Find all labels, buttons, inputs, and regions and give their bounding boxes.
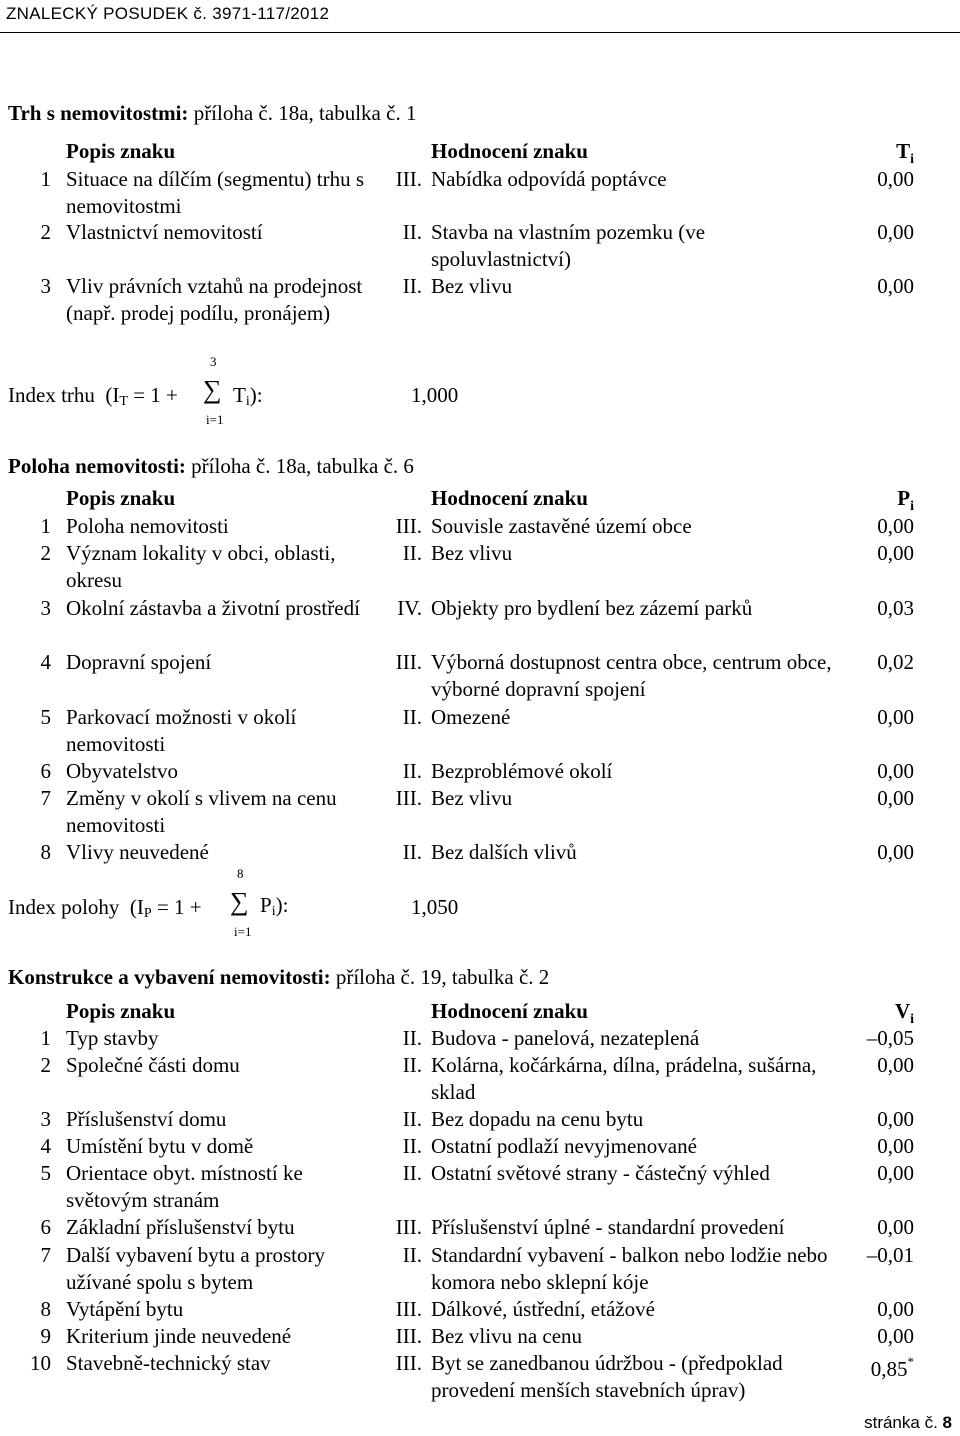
row-number: 2 (40, 541, 51, 565)
row-grade: III. (395, 1215, 422, 1239)
row-evaluation: Souvisle zastavěné území obce (431, 514, 692, 538)
section-poloha-title-bold: Poloha nemovitosti: (8, 454, 186, 478)
page-footer (864, 1413, 952, 1433)
section-poloha-title (8, 454, 414, 479)
row-value-number: 0,00 (877, 1053, 914, 1077)
row-number: 8 (40, 1297, 51, 1321)
section-konstrukce-title (8, 965, 549, 990)
row-grade: III. (395, 167, 422, 191)
row-description: Společné části domu (66, 1053, 240, 1077)
section-konstrukce-title-bold: Konstrukce a vybavení nemovitosti: (8, 965, 331, 989)
row-description: Vlivy neuvedené (66, 840, 209, 864)
column-header-hodnoceni-2: Hodnocení znaku (431, 486, 588, 510)
column-header-popis-3: Popis znaku (66, 999, 176, 1023)
row-value-number: –0,05 (866, 1026, 914, 1050)
row-grade: II. (402, 541, 422, 565)
row-number: 2 (40, 1053, 51, 1077)
row-number: 3 (40, 1107, 51, 1131)
row-grade: II. (402, 759, 422, 783)
row-value-number: 0,00 (877, 541, 914, 565)
term-letter: P (260, 893, 272, 917)
row-evaluation: Bez dopadu na cenu bytu (431, 1107, 644, 1131)
row-evaluation: Bez vlivu (431, 786, 513, 810)
section-poloha-title-rest: příloha č. 18a, tabulka č. 6 (185, 454, 414, 478)
section-trh-title-rest: příloha č. 18a, tabulka č. 1 (188, 101, 417, 125)
row-grade: II. (402, 220, 422, 244)
term-letter: T (233, 383, 246, 407)
header-divider (0, 32, 960, 33)
index-polohy-symbol-sub: P (143, 906, 152, 921)
row-number: 1 (40, 167, 51, 191)
row-value (877, 1052, 914, 1079)
row-value-number: 0,00 (877, 514, 914, 538)
row-number: 9 (40, 1324, 51, 1348)
row-description: Příslušenství domu (66, 1107, 227, 1131)
row-evaluation: Ostatní světové strany - částečný výhled (431, 1161, 770, 1185)
column-header-hodnoceni-3: Hodnocení znaku (431, 999, 588, 1023)
term-sub: i (245, 394, 250, 409)
row-description: Vliv právních vztahů na prodejnost (např. prodej podílu, pronájem) (66, 274, 363, 325)
row-grade: III. (395, 1351, 422, 1375)
sum-upper-limit: 8 (237, 866, 244, 881)
row-evaluation: Byt se zanedbanou údržbou - (předpoklad provedení menších stavebních úprav) (431, 1351, 783, 1402)
value-header-letter: T (896, 139, 911, 163)
row-description: Vytápění bytu (66, 1297, 184, 1321)
row-value-number: 0,02 (877, 650, 914, 674)
row-description: Vlastnictví nemovitostí (66, 220, 263, 244)
row-value-number: 0,00 (877, 1161, 914, 1185)
row-value (877, 219, 914, 246)
row-evaluation: Bez vlivu na cenu (431, 1324, 583, 1348)
row-number: 7 (40, 786, 51, 810)
row-value-number: 0,00 (877, 1215, 914, 1239)
section-konstrukce-title-rest: příloha č. 19, tabulka č. 2 (330, 965, 550, 989)
row-value (877, 1106, 914, 1133)
row-value (877, 758, 914, 785)
row-value (877, 704, 914, 731)
row-value (877, 1160, 914, 1187)
row-value (877, 595, 914, 622)
row-evaluation: Kolárna, kočárkárna, dílna, prádelna, sušárna, sklad (431, 1053, 817, 1104)
row-grade: III. (395, 1324, 422, 1348)
row-evaluation: Budova - panelová, nezateplená (431, 1026, 700, 1050)
row-value-number: 0,85 (870, 1357, 908, 1381)
index-trhu-label: Index trhu ($I_T = 1$ + (8, 383, 178, 409)
section-trh-title (8, 101, 416, 126)
row-grade: III. (395, 786, 422, 810)
row-description: Typ stavby (66, 1026, 159, 1050)
row-evaluation: Objekty pro bydlení bez zázemí parků (431, 596, 753, 620)
column-header-popis-2: Popis znaku (66, 486, 176, 510)
index-trhu-text: Index trhu (8, 383, 95, 407)
row-description: Okolní zástavba a životní prostředí (66, 596, 360, 620)
row-grade: II. (402, 274, 422, 298)
row-value-number: 0,00 (877, 1107, 914, 1131)
row-value-number: 0,00 (877, 1297, 914, 1321)
value-header-letter: V (894, 999, 911, 1023)
row-grade: II. (402, 1243, 422, 1267)
row-value (877, 839, 914, 866)
row-value (871, 1350, 914, 1383)
index-polohy-term: $P_i$): (260, 893, 289, 919)
row-grade: II. (402, 1107, 422, 1131)
row-number: 7 (40, 1243, 51, 1267)
column-header-popis: Popis znaku (66, 139, 176, 163)
row-description: Kriterium jinde neuvedené (66, 1324, 292, 1348)
index-polohy-text: Index polohy (8, 895, 120, 919)
row-description: Změny v okolí s vlivem na cenu nemovitosti (66, 786, 337, 837)
row-value (877, 1323, 914, 1350)
row-number: 1 (40, 514, 51, 538)
row-grade: II. (402, 705, 422, 729)
row-number: 10 (30, 1351, 51, 1375)
row-grade: II. (402, 1053, 422, 1077)
value-header-sub: i (910, 499, 914, 515)
row-number: 6 (40, 759, 51, 783)
value-header-sub: i (910, 1012, 914, 1028)
row-description: Orientace obyt. místností ke světovým stranám (66, 1161, 303, 1212)
row-grade: II. (402, 840, 422, 864)
sum-lower-limit: i=1 (206, 412, 224, 427)
row-value (867, 1242, 914, 1269)
row-value-number: 0,00 (877, 705, 914, 729)
row-value (877, 1296, 914, 1323)
sum-lower-limit: i=1 (234, 924, 252, 939)
row-value-number: 0,00 (877, 1134, 914, 1158)
row-value-number: 0,00 (877, 167, 914, 191)
row-evaluation: Výborná dostupnost centra obce, centrum obce, výborné dopravní spojení (431, 650, 832, 701)
row-grade: II. (402, 1026, 422, 1050)
row-value-number: 0,00 (877, 274, 914, 298)
row-evaluation: Bez vlivu (431, 274, 513, 298)
row-value-footnote-mark: * (907, 1354, 914, 1369)
column-header-hodnoceni: Hodnocení znaku (431, 139, 588, 163)
row-evaluation: Příslušenství úplné - standardní provedení (431, 1215, 785, 1239)
row-grade: II. (402, 1134, 422, 1158)
row-description: Umístění bytu v domě (66, 1134, 254, 1158)
row-number: 5 (40, 705, 51, 729)
index-polohy-symbol: I (136, 895, 144, 919)
row-number: 2 (40, 220, 51, 244)
row-value (877, 166, 914, 193)
row-value-number: 0,00 (877, 1324, 914, 1348)
row-number: 8 (40, 840, 51, 864)
index-trhu-term: $T_i$): (233, 383, 263, 409)
row-evaluation: Bez dalších vlivů (431, 840, 577, 864)
row-description: Stavebně-technický stav (66, 1351, 271, 1375)
document-header-title: ZNALECKÝ POSUDEK č. 3971-117/2012 (6, 4, 330, 23)
column-header-value-3 (895, 999, 914, 1028)
row-value-number: 0,00 (877, 220, 914, 244)
row-number: 5 (40, 1161, 51, 1185)
row-value (877, 273, 914, 300)
row-description: Parkovací možnosti v okolí nemovitosti (66, 705, 297, 756)
row-description: Poloha nemovitosti (66, 514, 229, 538)
row-value (877, 1214, 914, 1241)
row-evaluation: Bez vlivu (431, 541, 513, 565)
sum-upper-limit: 3 (210, 354, 217, 369)
term-sub: i (271, 904, 276, 919)
row-number: 4 (40, 1134, 51, 1158)
row-evaluation: Standardní vybavení - balkon nebo lodžie nebo komora nebo sklepní kóje (431, 1243, 828, 1294)
row-number: 6 (40, 1215, 51, 1239)
row-value-number: 0,00 (877, 840, 914, 864)
row-number: 3 (40, 596, 51, 620)
index-polohy-label: Index polohy ($I_P = 1$ + (8, 895, 202, 921)
row-value-number: 0,03 (877, 596, 914, 620)
row-evaluation: Bezproblémové okolí (431, 759, 613, 783)
page-label: stránka č. (864, 1413, 938, 1432)
row-description: Dopravní spojení (66, 650, 212, 674)
row-evaluation: Nabídka odpovídá poptávce (431, 167, 667, 191)
index-trhu-symbol: I (112, 383, 120, 407)
row-grade: III. (395, 650, 422, 674)
value-header-sub: i (910, 152, 914, 168)
section-trh-title-bold: Trh s nemovitostmi: (8, 101, 189, 125)
row-value (867, 1025, 914, 1052)
row-description: Základní příslušenství bytu (66, 1215, 295, 1239)
row-number: 4 (40, 650, 51, 674)
row-value-number: –0,01 (866, 1243, 914, 1267)
row-value-number: 0,00 (877, 759, 914, 783)
row-value (877, 649, 914, 676)
row-grade: III. (395, 1297, 422, 1321)
row-evaluation: Ostatní podlaží nevyjmenované (431, 1134, 697, 1158)
row-grade: III. (395, 514, 422, 538)
row-evaluation: Omezené (431, 705, 511, 729)
row-grade: II. (402, 1161, 422, 1185)
value-header-letter: P (897, 486, 911, 510)
row-value-number: 0,00 (877, 786, 914, 810)
sum-sigma: ∑ (230, 887, 249, 916)
index-trhu-value: 1,000 (411, 383, 459, 407)
row-value (877, 540, 914, 567)
row-description: Situace na dílčím (segmentu) trhu s nemovitostmi (66, 167, 365, 218)
index-trhu-symbol-sub: T (119, 394, 128, 409)
row-evaluation: Dálkové, ústřední, etážové (431, 1297, 655, 1321)
row-grade: IV. (397, 596, 422, 620)
row-evaluation: Stavba na vlastním pozemku (ve spoluvlastnictví) (431, 220, 706, 271)
page-number: 8 (942, 1413, 952, 1432)
column-header-value (896, 139, 914, 168)
sum-sigma: ∑ (203, 375, 222, 404)
row-number: 3 (40, 274, 51, 298)
row-value (877, 1133, 914, 1160)
row-value (877, 513, 914, 540)
row-description: Další vybavení bytu a prostory užívané spolu s bytem (66, 1243, 325, 1294)
column-header-value-2 (897, 486, 914, 515)
row-description: Význam lokality v obci, oblasti, okresu (66, 541, 336, 592)
row-description: Obyvatelstvo (66, 759, 178, 783)
index-polohy-value: 1,050 (411, 895, 459, 919)
row-value (877, 785, 914, 812)
row-number: 1 (40, 1026, 51, 1050)
